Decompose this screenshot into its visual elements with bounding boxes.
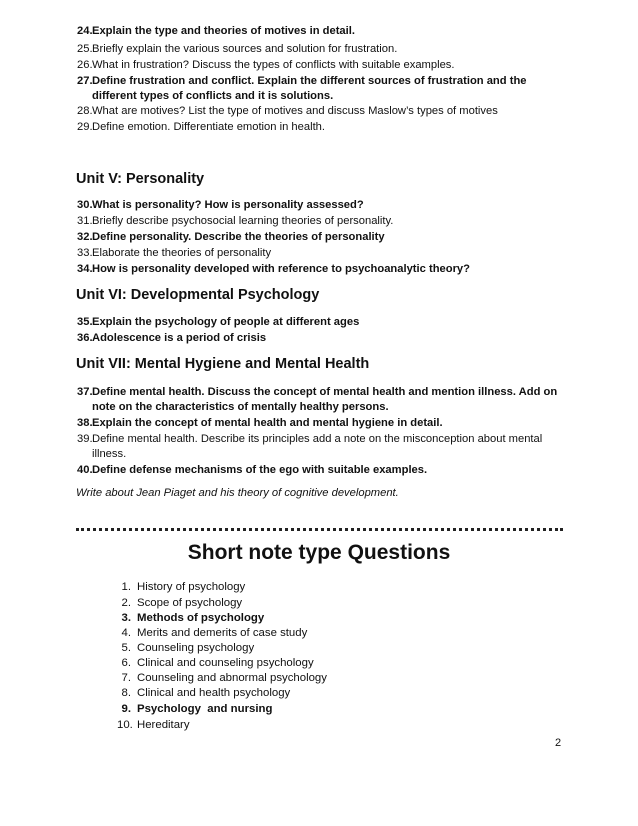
short-item-2: 2. Scope of psychology: [121, 597, 243, 609]
short-item-9: 9. Psychology and nursing: [121, 703, 273, 715]
page-number: 2: [555, 737, 562, 749]
short-item-3: 3. Methods of psychology: [121, 612, 265, 624]
question-36: 36. Adolescence is a period of crisis: [77, 332, 267, 344]
question-32: 32. Define personality. Describe the theories of personality: [77, 231, 385, 243]
question-26: 26. What in frustration? Discuss the types of conflicts with suitable examples.: [77, 59, 455, 71]
piaget-note: Write about Jean Piaget and his theory of cognitive development.: [76, 487, 399, 499]
question-38: 38. Explain the concept of mental health and mental hygiene in detail.: [77, 417, 443, 429]
question-24: 24. Explain the type and theories of motives in detail.: [77, 25, 355, 37]
short-item-5: 5. Counseling psychology: [121, 642, 255, 654]
short-item-10: 10. Hereditary: [117, 719, 190, 731]
unit-7-heading: Unit VII: Mental Hygiene and Mental Health: [76, 356, 370, 372]
short-note-heading: Short note type Questions: [187, 541, 451, 564]
question-27: 27. Define frustration and conflict. Explain the different sources of frustration and the different types of conflicts and it is solutions.: [77, 75, 527, 102]
short-item-1: 1. History of psychology: [121, 581, 246, 593]
question-29: 29. Define emotion. Differentiate emotion in health.: [77, 121, 326, 133]
question-39: 39. Define mental health. Describe its principles add a note on the misconception about mental illness.: [77, 433, 543, 460]
question-25: 25. Briefly explain the various sources and solution for frustration.: [77, 43, 398, 55]
short-item-7: 7. Counseling and abnormal psychology: [121, 672, 327, 684]
short-item-8: 8. Clinical and health psychology: [121, 687, 291, 699]
dotted-divider: [76, 528, 563, 531]
question-34: 34. How is personality developed with reference to psychoanalytic theory?: [77, 263, 470, 275]
question-31: 31. Briefly describe psychosocial learning theories of personality.: [77, 215, 394, 227]
question-28: 28. What are motives? List the type of motives and discuss Maslow’s types of motives: [77, 105, 498, 117]
question-37: 37. Define mental health. Discuss the concept of mental health and mention illness. Add on note on the characteristics of mentally healthy persons.: [77, 386, 558, 413]
question-40: 40. Define defense mechanisms of the ego with suitable examples.: [77, 464, 428, 476]
unit-6-heading: Unit VI: Developmental Psychology: [76, 287, 320, 303]
question-30: 30. What is personality? How is personality assessed?: [77, 199, 364, 211]
question-33: 33. Elaborate the theories of personality: [77, 247, 272, 259]
unit-5-heading: Unit V: Personality: [76, 171, 205, 187]
short-item-4: 4. Merits and demerits of case study: [121, 627, 308, 639]
short-item-6: 6. Clinical and counseling psychology: [121, 657, 314, 669]
question-35: 35. Explain the psychology of people at different ages: [77, 316, 360, 328]
